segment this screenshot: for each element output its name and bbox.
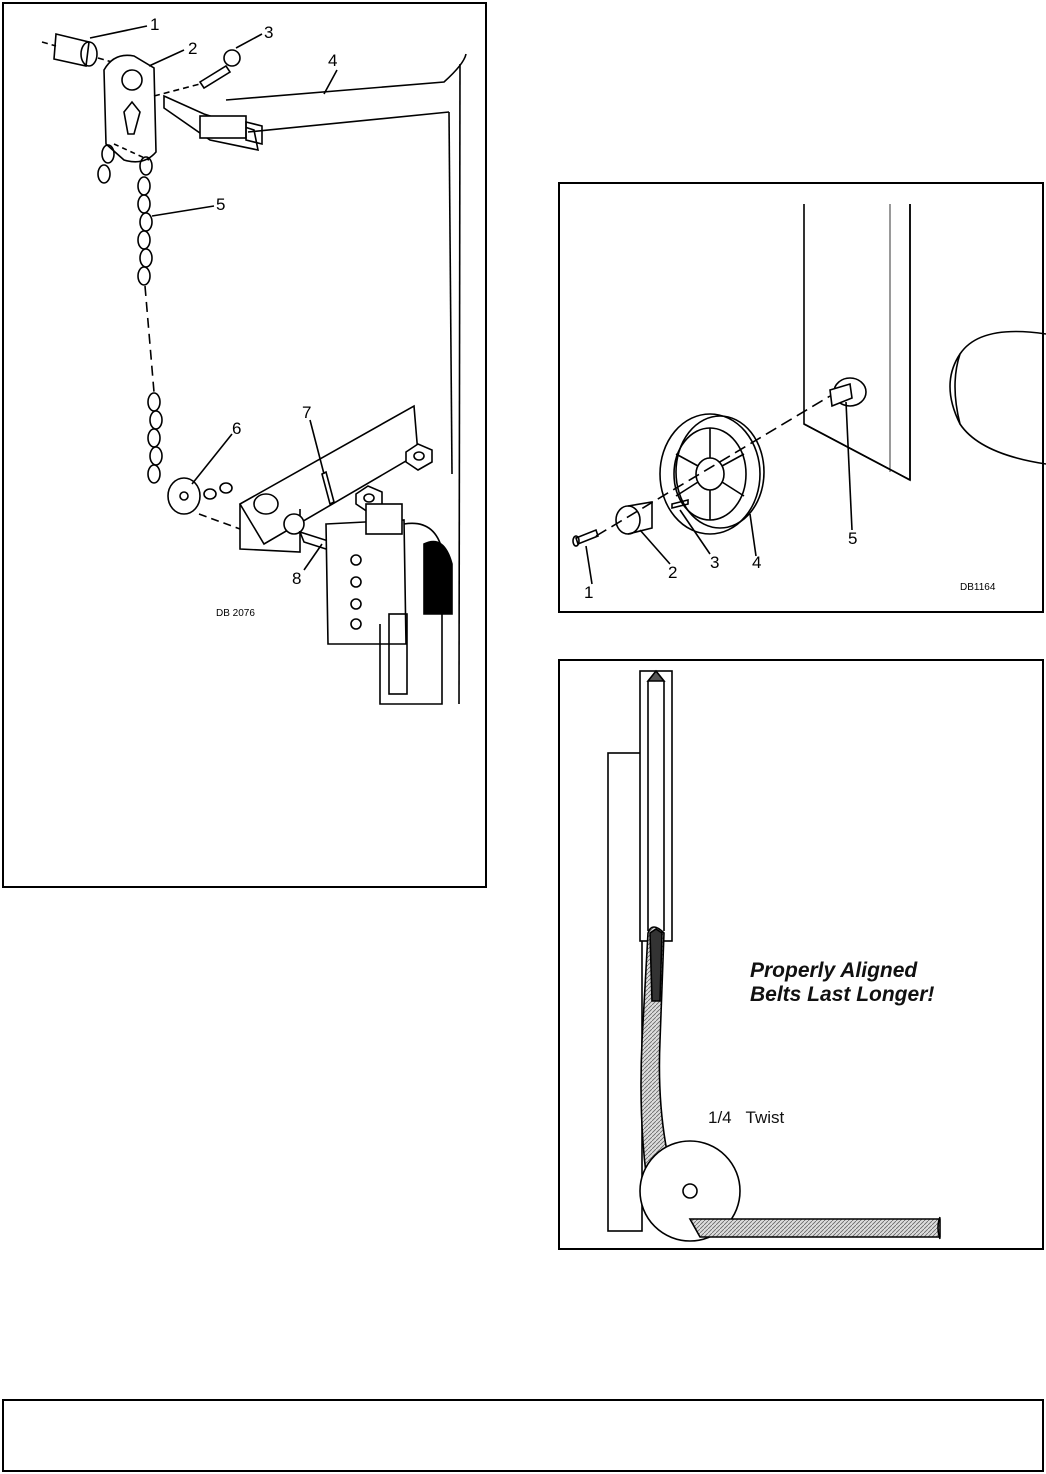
- figure-pulley-exploded: [558, 182, 1044, 613]
- footer-box: [2, 1399, 1044, 1472]
- pulley-callout-4: 4: [752, 553, 762, 572]
- callout-3: 3: [264, 23, 274, 42]
- callout-6: 6: [232, 419, 242, 438]
- twist-label: 1/4 Twist: [708, 1108, 785, 1127]
- hitch-assembly-drawing: [4, 4, 489, 890]
- drawing-code: DB 2076: [216, 608, 255, 619]
- pulley-drawing-code: DB1164: [960, 582, 996, 593]
- pulley-callout-5: 5: [848, 529, 858, 548]
- belt-twist-drawing: [560, 661, 1046, 1252]
- callout-8: 8: [292, 569, 302, 588]
- callout-2: 2: [188, 39, 198, 58]
- callout-4: 4: [328, 51, 338, 70]
- figure-hitch-assembly: [2, 2, 487, 888]
- pulley-callout-3: 3: [710, 553, 720, 572]
- slogan-line-1: Properly Aligned: [750, 959, 918, 982]
- callout-7: 7: [302, 403, 312, 422]
- pulley-exploded-drawing: [560, 184, 1046, 615]
- figure-belt-twist: [558, 659, 1044, 1250]
- pulley-callout-2: 2: [668, 563, 678, 582]
- callout-1: 1: [150, 15, 160, 34]
- callout-5: 5: [216, 195, 226, 214]
- slogan-line-2: Belts Last Longer!: [750, 983, 935, 1006]
- pulley-callout-1: 1: [584, 583, 594, 602]
